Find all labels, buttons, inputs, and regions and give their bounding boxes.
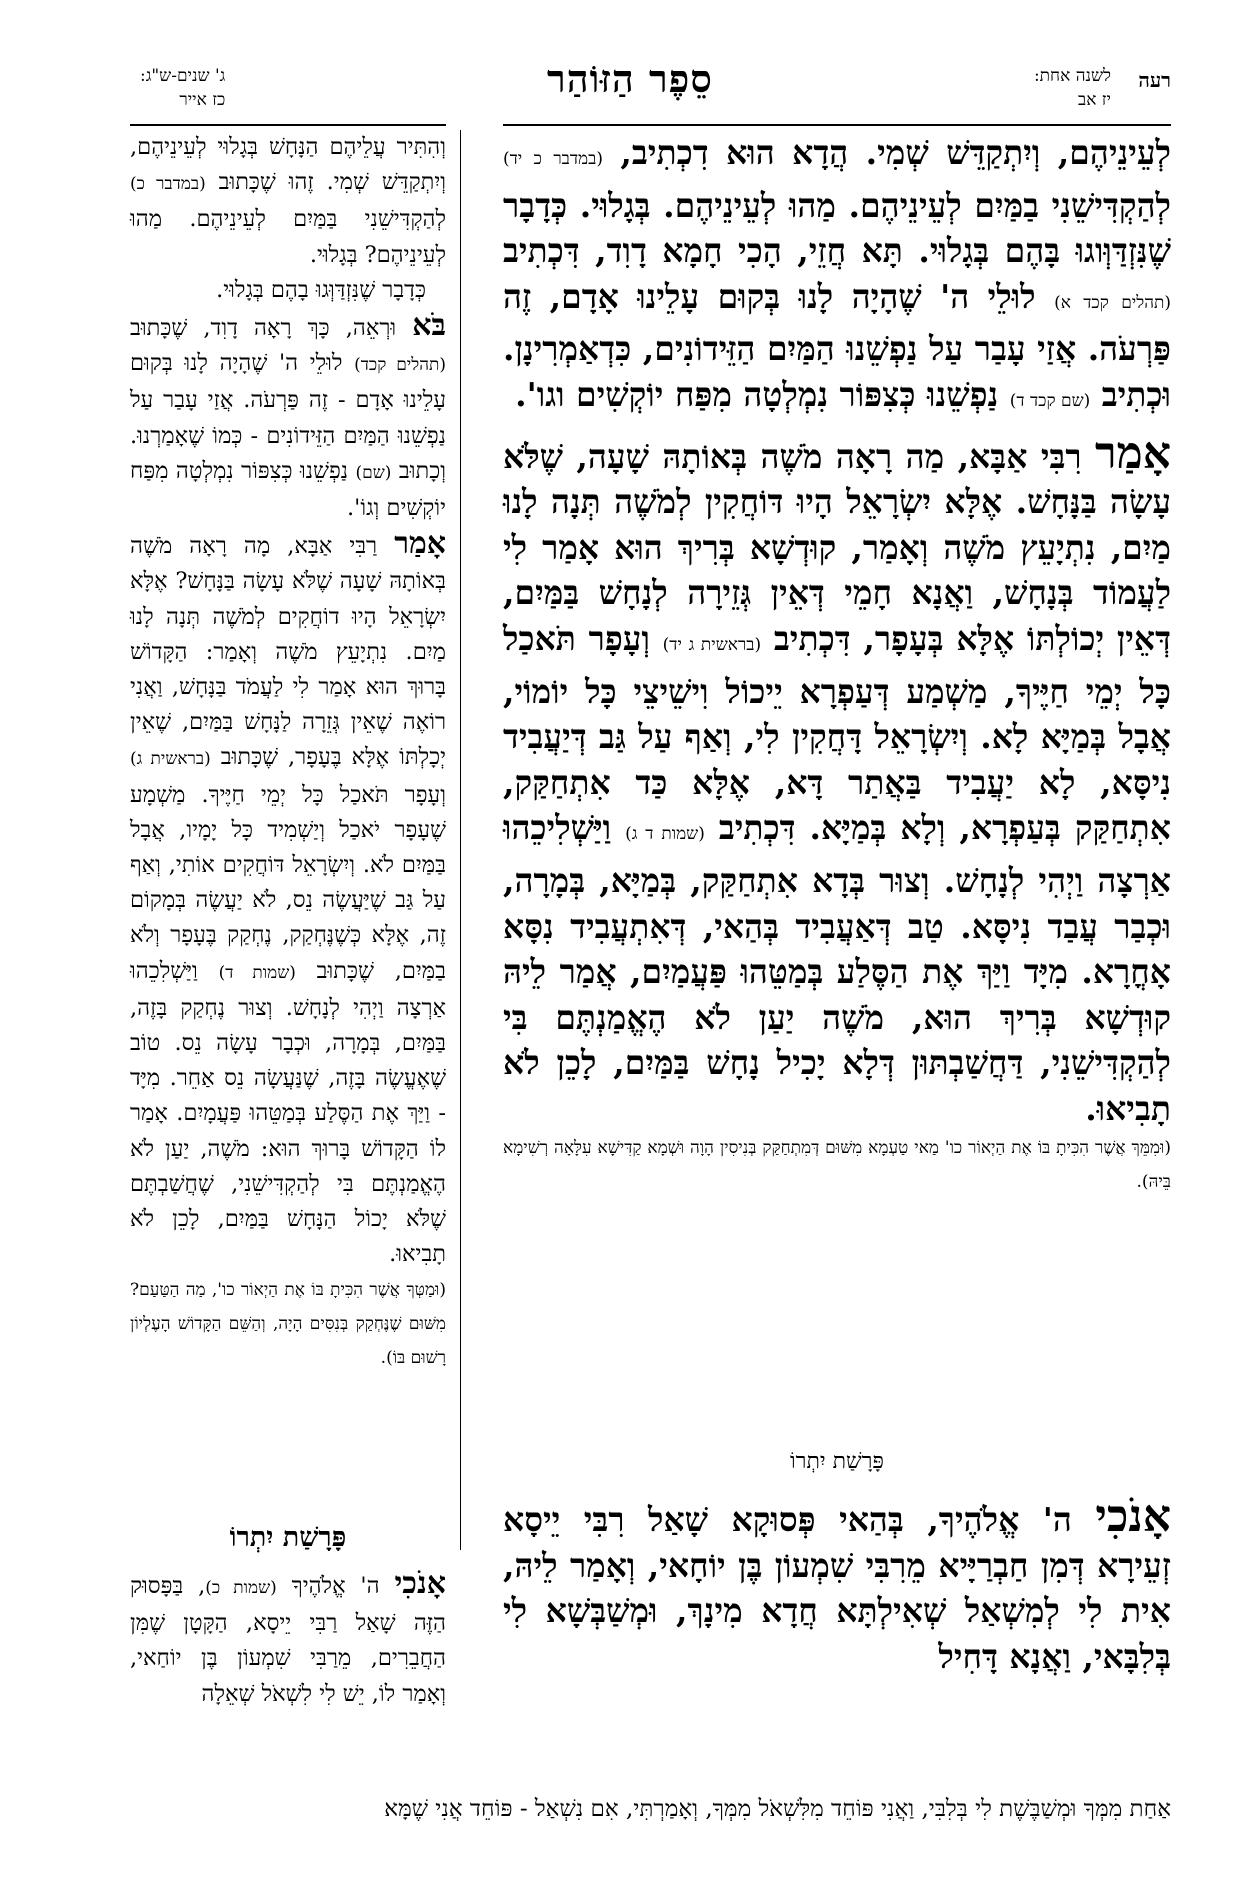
text-run: כְּדָבָר שֶׁנִּזְדַּוְּגוּ בָהֶם בְּגָלוּי.	[216, 276, 426, 303]
header-right	[951, 62, 1171, 124]
text-run: לוּלֵי ה' שֶׁהָיָה לָנוּ בְּקוּם עָלֵינוּ אָדָם - זֶה פַּרְעֹה. אֲזַי עָבַר עַל נַפְשֵׁנוּ הַמַּיִם הַזֵּידוֹנִים - כְּמוֹ שֶׁאָמַרְנוּ. וְכָתוּב	[130, 350, 446, 484]
verse-reference: (שם קכד ד)	[1009, 390, 1091, 411]
lead-word: אָנֹכִי	[1095, 1491, 1171, 1542]
main-paragraph-1	[503, 130, 1171, 425]
text-run: וַיַּשְׁלִיכֵהוּ אַרְצָה וַיְהִי לְנָחָשׁ. וְצוּר בְּדָא אִתְחַקַּק, בְּמַיָּא, בְּמָרָה, וּכְבַר עֲבַד נִיסָּא. טַב דְּאַעֲבִיד בְּהַאי, דְּאִתְעֲבִיד נִסָּא אָחֳרָא. מִיָּד וַיַּךְ אֶת הַסֶּלַע בְּמַטֵּהוּ פַּעֲמַיִם, אֲמַר לֵיהּ קוּדְשָׁא בְּרִיךְ הוּא, מֹשֶׁה יַעַן לֹא הֶאֱמַנְתֶּם בִּי לְהַקְדִּישֵׁנִי, דַּחֲשַׁבְתּוּן דְּלָא יָכִיל נָחָשׁ בַּמַּיִם, לָכֵן לֹא תָבִיאוּ.	[503, 808, 1171, 1128]
header-left	[140, 62, 380, 124]
text-run: לְהַקְדִּישֵׁנִי בַּמַּיִם לְעֵינֵיהֶם. מַהוּ לְעֵינֵיהֶם? בְּגָלוּי.	[130, 206, 446, 268]
text-run: נַפְשֵׁנוּ כְּצִפּוֹר נִמְלְטָה מִפַּח יוֹקְשִׁים וְגוֹ'.	[130, 457, 446, 522]
verse-reference: (במדבר כ)	[130, 174, 206, 195]
bracket-note: (וּמִמֵּךְ אֲשֶׁר הִכִּיתָ בּוֹ אֶת הַיְאוֹר כו' מַאי טַעְמָא מִשּׁוּם דְּמִתְחַקַּק בְּנִיסִין הָוָה וּשְׁמָא קַדִּישָׁא עִלָּאָה רְשִׁימָא בֵּיהּ).	[503, 1138, 1171, 1193]
verse-reference: (תהלים קכד א)	[1054, 292, 1171, 313]
side-paragraph-3	[130, 526, 446, 1374]
lead-word: אָנֹכִי	[394, 1566, 446, 1601]
text-run: ה' אֱלֹהֶיךָ	[276, 1573, 395, 1599]
side-paragraph-2	[130, 308, 446, 526]
side-column-hebrew	[130, 130, 446, 1375]
bracket-note: (וּמַטְּךָ אֲשֶׁר הִכִּיתָ בּוֹ אֶת הַיְאוֹר כו', מַה הַטַּעַם? מִשּׁוּם שֶׁנֶּחְקַק בְּנִסִּים הָיָה, וְהַשֵּׁם הַקָּדוֹשׁ הָעֶלְיוֹן רָשׁוּם בּוֹ).	[130, 1279, 446, 1368]
header-rule-side	[130, 124, 446, 126]
header-rule-main	[503, 124, 1171, 126]
main-paragraph-2	[503, 427, 1171, 1200]
verse-reference: (שמות ד)	[218, 962, 296, 983]
section-title-side: פָּרָשַׁת יִתְרוֹ	[229, 1522, 347, 1553]
side-column-yitro	[130, 1566, 446, 1712]
book-title: סֵפֶר הַזּוֹהַר	[547, 56, 713, 101]
text-run: וּרְאֵה, כָּךְ רָאָה דָוִד, שֶׁכָּתוּב	[130, 315, 413, 342]
lead-word: אָמַר	[394, 526, 446, 562]
verse-reference: (בראשית ג)	[130, 749, 211, 770]
verse-reference: (במדבר כ יד)	[503, 149, 603, 169]
bottom-full-width-line: אַחַת מִמְּךָ וּמְשַׁבֶּשֶׁת לִי בְּלִבִּי, וַאֲנִי פּוֹחֵד מִלִּשְׁאֹל מִמְּךָ, וְאָמַרְתִּי, אִם נִשְׁאַל - פּוֹחֵד אֲנִי שֶׁמָּא	[384, 1796, 1171, 1822]
schedule-date: יז אב	[1078, 90, 1111, 110]
study-schedule-three-year	[140, 64, 225, 112]
main-column-aramaic	[503, 130, 1171, 1199]
text-run: לְעֵינֵיהֶם, וְיִתְקַדֵּשׁ שְׁמִי. הֲדָא הוּא דִכְתִיב,	[602, 133, 1171, 172]
study-schedule-one-year	[1034, 64, 1111, 112]
verse-reference: (בראשית ג יד)	[662, 634, 762, 655]
text-run: רַבִּי אַבָּא, מָה רָאָה מֹשֶׁה בְּאוֹתָהּ שָׁעָה שֶׁלֹּא עָשָׂה בַּנָּחָשׁ? אֶלָּא יִשְׂרָאֵל הָיוּ דוֹחֲקִים לְמֹשֶׁה תְּנָה לָנוּ מַיִם. נִתְיָעֵץ מֹשֶׁה וְאָמַר: הַקָּדוֹשׁ בָּרוּךְ הוּא אָמַר לִי לַעֲמֹד בַּנָּחָשׁ, וַאֲנִי רוֹאֶה שֶׁאֵין גְּזֵרָה לַנָּחָשׁ בַּמַּיִם, שֶׁאֵין יְכָלְתּוֹ אֶלָּא בֶּעָפָר, שֶׁכָּתוּב	[130, 533, 447, 771]
text-run: וְעָפָר תֹּאכַל כָּל יְמֵי חַיֶּיךָ, מַשְׁמַע דְּעַפְרָא יֵיכוֹל וִישֵׁיצֵי כָּל יוֹמוֹי, אֲבָל בְּמַיָּא לָא. וְיִשְׂרָאֵל דָּחֲקִין לִי, וְאַף עַל גַּב דְּיַעֲבִיד נִיסָּא, לָא יַעֲבִיד בַּאֲתַר דָּא, אֶלָּא כַּד אִתְחַקַּק, אִתְחַקַּק בְּעַפְרָא, וְלָא בְּמַיָּא. דִּכְתִיב	[503, 618, 1171, 848]
header-center	[520, 56, 740, 118]
verse-reference: (תהלים קכד)	[354, 355, 446, 376]
text-run: וְעָפָר תֹּאכַל כָּל יְמֵי חַיֶּיךָ. מַשְׁמָע שֶׁעָפָר יֹאכַל וְיַשְׁמִיד כָּל יָמָיו, אֲבָל בַּמַּיִם לֹא. וְיִשְׂרָאֵל דּוֹחֲקִים אוֹתִי, וְאַף עַל גַּב שֶׁיַּעֲשֶׂה נֵס, לֹא יַעֲשֶׂה בְּמָקוֹם זֶה, אֶלָּא כְּשֶׁנֶּחְקַק, נֶחְקַק בֶּעָפָר וְלֹא בַמַּיִם, שֶׁכָּתוּב	[130, 781, 446, 984]
side-paragraph-1	[130, 130, 446, 273]
verse-reference: (שם)	[355, 462, 392, 483]
schedule-label: ג' שנים-ש"ג:	[140, 66, 226, 86]
text-run: לְהַקְדִּישֵׁנִי בַמַּיִם לְעֵינֵיהֶם. מַהוּ לְעֵינֵיהֶם. בְּגָלוּי. כְּדָבָר שֶׁנִּזְדַּוְּוגוּ בָּהֶם בְּגָלוּי. תָּא חֲזֵי, הָכִי חָמָא דָוִד, דִּכְתִיב	[503, 185, 1171, 271]
main-column-yitro	[503, 1491, 1171, 1679]
text-run: רִבִּי אַבָּא, מַה רָאָה מֹשֶׁה בְּאוֹתָהּ שָׁעָה, שֶׁלֹּא עָשָׂה בַּנָּחָשׁ. אֶלָּא יִשְׂרָאֵל הָיוּ דּוֹחֲקִין לְמֹשֶׁה תְּנָה לָנוּ מַיִם, נִתְיָעֵץ מֹשֶׁה וְאָמַר, קוּדְשָׁא בְּרִיךְ הוּא אָמַר לִי לַעֲמוֹד בְּנָחָשׁ, וַאֲנָא חָמֵי דְּאֵין גְּזֵירָה לְנָחָשׁ בַּמַּיִם, דְּאֵין יְכוֹלְתּוֹ אֶלָּא בְּעָפָר, דִּכְתִיב	[503, 436, 1171, 658]
text-run: לוּלֵי ה' שֶׁהָיָה לָנוּ בְּקוּם עָלֵינוּ אָדָם, זֶה פַּרְעֹה. אֲזַי עָבַר עַל נַפְשֵׁנוּ הַמַּיִם הַזֵּידוֹנִים, כִּדְאַמְרִינָן. וּכְתִיב	[503, 276, 1171, 414]
parasha-name: רעה	[1138, 68, 1171, 92]
text-run: וְהִתִּיר עֲלֵיהֶם הַנָּחָשׁ בְּגָלוּי לְעֵינֵיהֶם, וְיִתְקַדֵּשׁ שְׁמִי. זֶהוּ שֶׁכָּתוּב	[130, 134, 447, 196]
schedule-date: כז אייר	[179, 90, 226, 110]
text-run: וַיַּשְׁלִכֵהוּ אַרְצָה וַיְהִי לְנָחָשׁ. וְצוּר נֶחְקַק בָּזֶה, בַּמַּיִם, בְּמָרָה, וּכְבָר עָשָׂה נֵס. טוֹב שֶׁאֶעֱשֶׂה בָּזֶה, שֶׁנַּעֲשָׂה נֵס אַחֵר. מִיָּד - וַיַּךְ אֶת הַסֶּלַע בְּמַטֵּהוּ פַּעֲמָיִם. אָמַר לוֹ הַקָּדוֹשׁ בָּרוּךְ הוּא: מֹשֶׁה, יַעַן לֹא הֶאֱמַנְתֶּם בִּי לְהַקְדִּישֵׁנִי, שֶׁחֲשַׁבְתֶּם שֶׁלֹּא יָכוֹל הַנָּחָשׁ בַּמַּיִם, לָכֵן לֹא תָבִיאוּ.	[130, 957, 446, 1268]
lead-word: בֹּא	[412, 308, 446, 344]
section-title-main: פָּרָשַׁת יִתְרוֹ	[790, 1449, 884, 1474]
schedule-label: לשנה אחת:	[1033, 66, 1111, 86]
side-paragraph-1b	[130, 273, 446, 308]
side-paragraph-4	[130, 1566, 446, 1712]
text-run: , בַּפָּסוּק הַזֶּה שָׁאַל רַבִּי יֵיסָא, הַקָּטָן שֶׁמִּן הַחֲבֵרִים, מֵרַבִּי שִׁמְעוֹן בֶּן יוֹחַאי, וְאָמַר לוֹ, יֵשׁ לִי לִשְׁאֹל שְׁאֵלָה	[130, 1573, 446, 1707]
text-run: נַפְשֵׁנוּ כְּצִפּוֹר נִמְלְטָה מִפַּח יוֹקְשִׁים וגו'.	[515, 374, 1010, 414]
main-paragraph-3	[503, 1491, 1171, 1679]
verse-reference: (שמות כ)	[205, 1578, 277, 1598]
verse-reference: (שמות ד ג)	[625, 824, 705, 845]
text-run: ה' אֱלֹהֶיךָ, בְּהַאי פְּסוּקָא שָׁאַל רִבִּי יֵיסָא זְעֵירָא דְּמִן חַבְרַיָּיא מֵרִבִּי שִׁמְעוֹן בֶּן יוֹחָאי, וְאָמַר לֵיהּ, אִית לִי לְמִשְׁאַל שְׁאִילְתָּא חֲדָא מִינָךְ, וּמְשַׁבְּשָׁא לִי בְּלִבָּאי, וַאֲנָא דָּחִיל	[503, 1500, 1171, 1676]
column-divider	[460, 130, 461, 1550]
lead-word: אָמַר	[1095, 427, 1171, 479]
